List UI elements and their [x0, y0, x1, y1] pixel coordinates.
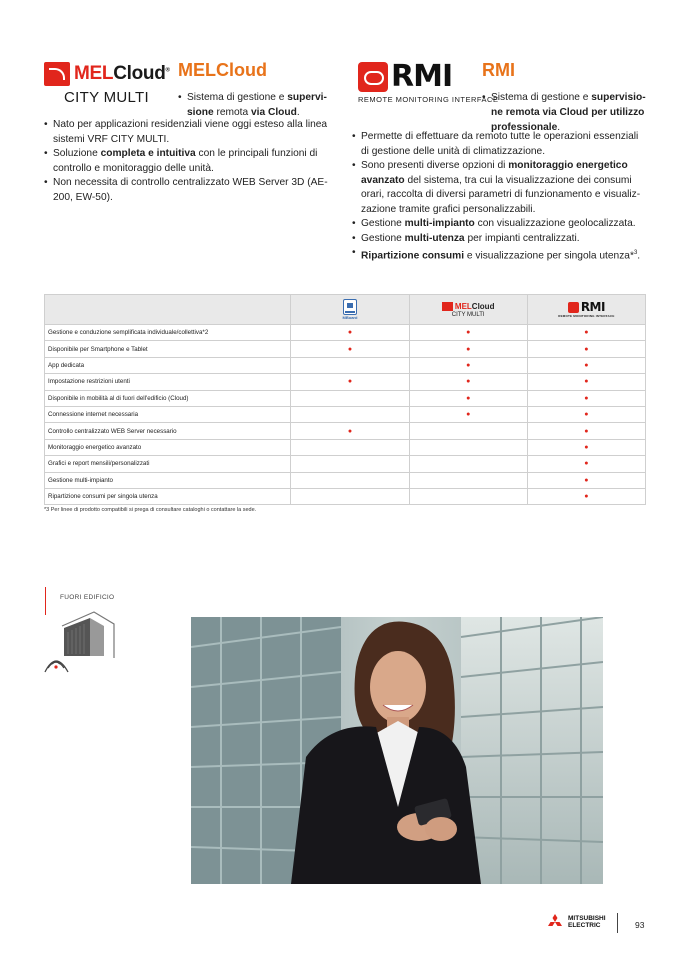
list-item: • Sistema di gestione e supervisio-ne remota via Cloud per utilizzo professionale.: [482, 90, 650, 135]
comparison-table: [44, 294, 646, 505]
mitsubishi-electric-logo: MITSUBISHI ELECTRIC: [546, 914, 606, 930]
feature-label: Grafici e report mensili/personalizzati: [45, 456, 291, 472]
table-header-rmi: RMI REMOTE MONITORING INTERFACE: [527, 295, 645, 325]
availability-cell-rmi: [527, 325, 645, 341]
available-dot-icon: ●: [347, 378, 353, 386]
available-dot-icon: ●: [584, 493, 589, 501]
list-item: • Gestione multi-impianto con visualizzazione geolocalizzata.: [352, 217, 648, 232]
available-dot-icon: ●: [466, 411, 471, 419]
table-header-melcloud: MEL Cloud CITY MULTI: [409, 295, 527, 325]
list-item: • Sistema di gestione e supervi-sione remota via Cloud.: [178, 90, 328, 120]
table-row: [45, 423, 646, 439]
rmi-title: RMI: [482, 60, 515, 80]
list-item: • Nato per applicazioni residenziali viene oggi esteso alla linea sistemi VRF CITY MULTI.: [44, 118, 334, 147]
list-item: • Ripartizione consumi e visualizzazione per singola utenza*$^3$.: [352, 246, 648, 264]
table-row: [45, 341, 646, 357]
availability-cell-mel: [409, 488, 527, 504]
rmi-logo: RMI REMOTE MONITORING INTERFACE: [358, 59, 499, 104]
feature-label: Disponibile per Smartphone e Tablet: [45, 341, 291, 357]
availability-cell-mel: [409, 357, 527, 373]
availability-cell-mel: [409, 374, 527, 390]
availability-cell-mel: [409, 472, 527, 488]
three-diamonds-icon: [546, 914, 564, 930]
melcloud-title: MELCloud: [178, 60, 267, 80]
availability-cell-app: [291, 341, 409, 357]
availability-cell-mel: [409, 341, 527, 357]
feature-label: App dedicata: [45, 357, 291, 373]
feature-label: Gestione multi-impianto: [45, 472, 291, 488]
section-label: FUORI EDIFICIO: [60, 594, 115, 601]
available-dot-icon: ●: [584, 460, 589, 468]
melcloud-logo: MELCloud® CITY MULTI: [44, 62, 174, 106]
availability-cell-mel: [409, 439, 527, 455]
available-dot-icon: ●: [466, 361, 471, 369]
table-row: [45, 406, 646, 422]
table-row: [45, 439, 646, 455]
table-body: [45, 325, 646, 505]
page-number: 93: [635, 920, 645, 930]
table-footnote: *3 Per linee di prodotto compatibili si prega di consultare cataloghi o contattare la sede.: [44, 507, 257, 513]
availability-cell-app: [291, 439, 409, 455]
availability-cell-rmi: [527, 341, 645, 357]
availability-cell-mel: [409, 456, 527, 472]
feature-label: Ripartizione consumi per singola utenza: [45, 488, 291, 504]
available-dot-icon: ●: [584, 378, 589, 386]
availability-cell-app: [291, 423, 409, 439]
list-item: • Non necessita di controllo centralizzato WEB Server 3D (AE-200, EW-50).: [44, 176, 334, 205]
table-row: [45, 456, 646, 472]
availability-cell-rmi: [527, 357, 645, 373]
available-dot-icon: ●: [584, 329, 589, 337]
available-dot-icon: ●: [466, 345, 471, 353]
available-dot-icon: ●: [584, 345, 589, 353]
availability-cell-mel: [409, 423, 527, 439]
rmi-lead: [482, 90, 650, 135]
available-dot-icon: ●: [584, 476, 589, 484]
table-row: [45, 488, 646, 504]
availability-cell-app: [291, 406, 409, 422]
melcloud-lead: [178, 90, 328, 120]
cloud-icon: [44, 62, 70, 86]
available-dot-icon: ●: [584, 427, 589, 435]
cloud-icon: [568, 302, 579, 313]
app-icon: [343, 299, 357, 315]
availability-cell-rmi: [527, 472, 645, 488]
availability-cell-app: [291, 357, 409, 373]
table-header-app: MBoard: [291, 295, 409, 325]
table-row: [45, 357, 646, 373]
rmi-logo-subtitle: REMOTE MONITORING INTERFACE: [358, 95, 499, 104]
availability-cell-mel: [409, 325, 527, 341]
availability-cell-rmi: [527, 423, 645, 439]
available-dot-icon: ●: [584, 443, 589, 451]
available-dot-icon: ●: [584, 411, 589, 419]
feature-label: Monitoraggio energetico avanzato: [45, 439, 291, 455]
table-row: [45, 390, 646, 406]
businesswoman-photo: [191, 617, 603, 884]
cloud-icon: [442, 302, 453, 311]
availability-cell-rmi: [527, 456, 645, 472]
melcloud-logo-subtitle: CITY MULTI: [64, 89, 149, 106]
available-dot-icon: ●: [347, 345, 353, 353]
availability-cell-app: [291, 488, 409, 504]
table-header-empty: [45, 295, 291, 325]
melcloud-features: [44, 118, 334, 205]
list-item: • Gestione multi-utenza per impianti centralizzati.: [352, 232, 648, 247]
table-row: [45, 374, 646, 390]
availability-cell-rmi: [527, 374, 645, 390]
feature-label: Disponibile in mobilità al di fuori dell'edificio (Cloud): [45, 390, 291, 406]
table-header-row: [45, 295, 646, 325]
building-signal-icon: [44, 606, 116, 676]
available-dot-icon: ●: [584, 394, 589, 402]
availability-cell-app: [291, 325, 409, 341]
table-row: [45, 472, 646, 488]
list-item: • Permette di effettuare da remoto tutte le operazioni essenziali di gestione delle unità di climatizzazione.: [352, 130, 648, 159]
available-dot-icon: ●: [347, 427, 353, 435]
availability-cell-app: [291, 456, 409, 472]
availability-cell-mel: [409, 390, 527, 406]
rmi-features: [352, 130, 648, 264]
feature-label: Impostazione restrizioni utenti: [45, 374, 291, 390]
feature-label: Connessione internet necessaria: [45, 406, 291, 422]
availability-cell-app: [291, 390, 409, 406]
list-item: • Sono presenti diverse opzioni di monitoraggio energetico avanzato del sistema, tra cui la visualizzazione dei consumi orari, raccolta di diversi parametri di funzionamento e visualiz-zazione tramite grafici personalizzabili.: [352, 159, 648, 217]
available-dot-icon: ●: [584, 361, 589, 369]
feature-label: Controllo centralizzato WEB Server necessario: [45, 423, 291, 439]
available-dot-icon: ●: [466, 394, 471, 402]
availability-cell-rmi: [527, 488, 645, 504]
available-dot-icon: ●: [347, 329, 353, 337]
availability-cell-mel: [409, 406, 527, 422]
list-item: • Soluzione completa e intuitiva con le principali funzioni di controllo e monitoraggio delle unità.: [44, 147, 334, 176]
feature-label: Gestione e conduzione semplificata individuale/collettiva*2: [45, 325, 291, 341]
table-row: [45, 325, 646, 341]
availability-cell-rmi: [527, 390, 645, 406]
footer-divider: [617, 913, 618, 933]
availability-cell-app: [291, 472, 409, 488]
availability-cell-rmi: [527, 439, 645, 455]
available-dot-icon: ●: [466, 378, 471, 386]
available-dot-icon: ●: [466, 329, 471, 337]
availability-cell-rmi: [527, 406, 645, 422]
availability-cell-app: [291, 374, 409, 390]
cloud-icon: [358, 62, 388, 92]
